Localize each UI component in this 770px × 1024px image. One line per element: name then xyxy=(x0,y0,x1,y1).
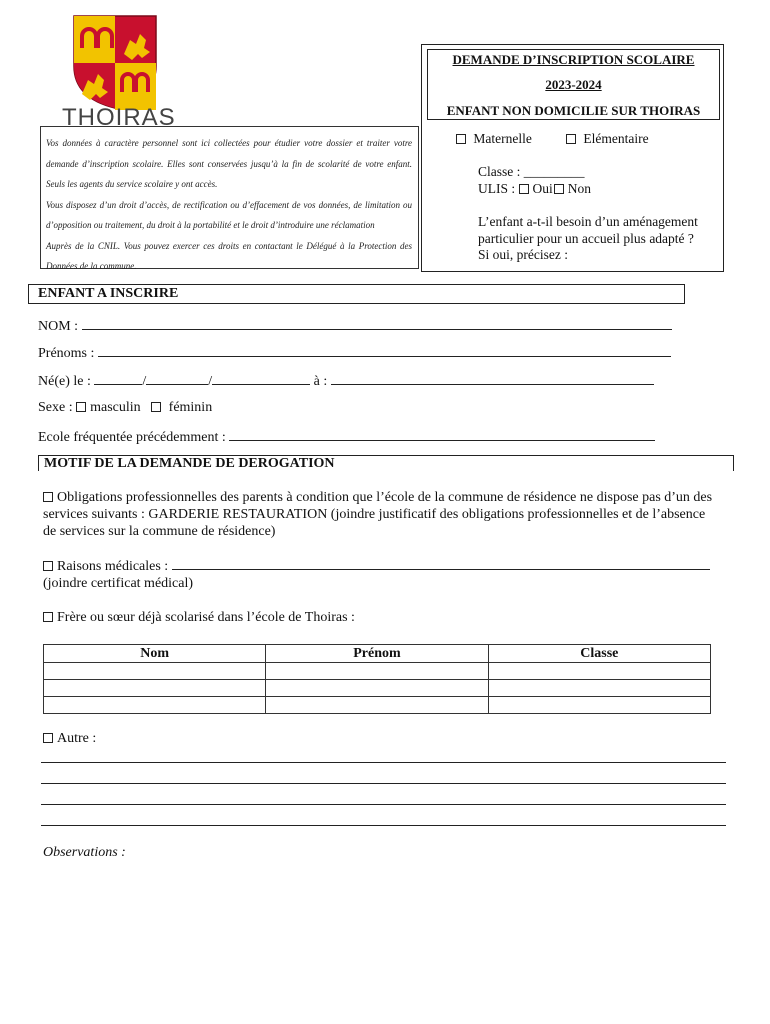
column-header-nom: Nom xyxy=(44,645,266,663)
table-cell[interactable] xyxy=(488,663,710,680)
sexe-label: Sexe : xyxy=(38,400,73,415)
raisons-input-line[interactable] xyxy=(172,557,710,570)
date-separator: / xyxy=(208,374,213,389)
raisons-label: Raisons médicales : xyxy=(57,559,169,574)
autre-label: Autre : xyxy=(57,731,97,746)
table-cell[interactable] xyxy=(488,680,710,697)
privacy-paragraph-2: Vous disposez d’un droit d’accès, de rectification ou d’effacement de vos données, de limitation ou d’opposition ou traitement, du droit à la portabilité et le droit d’introduire une réclamation xyxy=(46,199,412,230)
amenagement-line-2: particulier pour un accueil plus adapté ? xyxy=(478,231,694,246)
checkbox-icon[interactable] xyxy=(43,561,53,571)
motif-obligations[interactable] xyxy=(43,489,713,540)
table-cell[interactable] xyxy=(44,697,266,714)
column-header-prenom: Prénom xyxy=(266,645,488,663)
table-cell[interactable] xyxy=(44,680,266,697)
autre-line[interactable] xyxy=(41,804,726,805)
checkbox-icon[interactable] xyxy=(566,134,576,144)
ecole-field[interactable] xyxy=(38,428,655,446)
birth-day-line[interactable] xyxy=(94,372,142,385)
checkbox-icon[interactable] xyxy=(76,402,86,412)
birth-place-line[interactable] xyxy=(331,372,654,385)
obligations-text: Obligations professionnelles des parents à condition que l’école de la commune de résidence ne dispose pas d’un des services suivants : GARDERIE RESTAURATION (joindre justificatif des obligations professionnelles et de l’absence de services sur la commune de résidence) xyxy=(43,490,713,539)
checkbox-icon[interactable] xyxy=(456,134,466,144)
birth-year-line[interactable] xyxy=(212,372,310,385)
school-year: 2023-2024 xyxy=(545,77,602,92)
checkbox-icon[interactable] xyxy=(151,402,161,412)
table-cell[interactable] xyxy=(266,680,488,697)
birth-month-line[interactable] xyxy=(146,372,208,385)
prenoms-label: Prénoms : xyxy=(38,346,95,361)
raisons-note: (joindre certificat médical) xyxy=(43,576,194,591)
level-elementaire-label: Elémentaire xyxy=(583,131,649,146)
amenagement-line-3: Si oui, précisez : xyxy=(478,247,568,262)
birth-place-label: à : xyxy=(313,374,328,389)
level-elementaire[interactable] xyxy=(566,131,649,147)
autre-line[interactable] xyxy=(41,762,726,763)
ulis-field xyxy=(478,181,591,197)
frere-label: Frère ou sœur déjà scolarisé dans l’école de Thoiras : xyxy=(57,610,355,625)
autre-line[interactable] xyxy=(41,783,726,784)
ecole-label: Ecole fréquentée précédemment : xyxy=(38,430,226,445)
form-title: DEMANDE D’INSCRIPTION SCOLAIRE xyxy=(452,52,695,67)
table-cell[interactable] xyxy=(266,663,488,680)
amenagement-line-1: L’enfant a-t-il besoin d’un aménagement xyxy=(478,214,698,229)
table-cell[interactable] xyxy=(266,697,488,714)
privacy-notice xyxy=(46,133,412,277)
column-header-classe: Classe xyxy=(488,645,710,663)
enfant-section-title: ENFANT A INSCRIRE xyxy=(38,286,179,301)
prenoms-input-line[interactable] xyxy=(98,344,671,357)
privacy-paragraph-1: Vos données à caractère personnel sont ici collectées pour étudier votre dossier et traiter votre demande d’inscription scolaire. Elles sont conservées jusqu’à la fin de scolarité de votre enfant. Seuls les agents du service scolaire y ont accès. xyxy=(46,138,412,189)
autre-line[interactable] xyxy=(41,825,726,826)
ulis-oui-label: Oui xyxy=(532,181,553,196)
nom-input-line[interactable] xyxy=(82,317,672,330)
classe-field[interactable]: Classe : _________ xyxy=(478,164,585,179)
date-separator: / xyxy=(142,374,147,389)
motif-raisons-medicales[interactable] xyxy=(43,557,710,575)
table-cell[interactable] xyxy=(44,663,266,680)
checkbox-icon[interactable] xyxy=(519,184,529,194)
observations-label: Observations : xyxy=(43,845,126,860)
motif-autre[interactable] xyxy=(43,731,96,747)
logo-town-name: THOIRAS xyxy=(62,104,176,131)
table-row xyxy=(44,663,711,680)
motif-section-title: MOTIF DE LA DEMANDE DE DEROGATION xyxy=(44,456,335,471)
table-row xyxy=(44,697,711,714)
naissance-label: Né(e) le : xyxy=(38,374,91,389)
checkbox-icon[interactable] xyxy=(43,612,53,622)
prenoms-field[interactable] xyxy=(38,344,671,362)
level-maternelle[interactable] xyxy=(456,131,532,147)
table-row xyxy=(44,680,711,697)
ulis-label: ULIS : xyxy=(478,181,516,196)
table-cell[interactable] xyxy=(488,697,710,714)
nom-label: NOM : xyxy=(38,319,79,334)
sexe-field xyxy=(38,400,212,416)
ulis-non-label: Non xyxy=(567,181,591,196)
table-header-row xyxy=(44,645,711,663)
thoiras-coat-of-arms-logo xyxy=(72,14,158,110)
form-subtitle: ENFANT NON DOMICILIE SUR THOIRAS xyxy=(446,103,701,118)
checkbox-icon[interactable] xyxy=(43,733,53,743)
naissance-field[interactable] xyxy=(38,372,654,390)
siblings-table xyxy=(43,644,711,714)
nom-field[interactable] xyxy=(38,317,672,335)
feminin-label: féminin xyxy=(168,400,213,415)
ecole-input-line[interactable] xyxy=(229,428,655,441)
level-maternelle-label: Maternelle xyxy=(473,131,532,146)
checkbox-icon[interactable] xyxy=(554,184,564,194)
motif-frere-soeur[interactable] xyxy=(43,610,355,626)
masculin-label: masculin xyxy=(90,400,141,415)
checkbox-icon[interactable] xyxy=(43,492,53,502)
privacy-paragraph-3: Auprès de la CNIL. Vous pouvez exercer ces droits en contactant le Délégué à la Protection des Données de la commune. xyxy=(46,240,412,271)
